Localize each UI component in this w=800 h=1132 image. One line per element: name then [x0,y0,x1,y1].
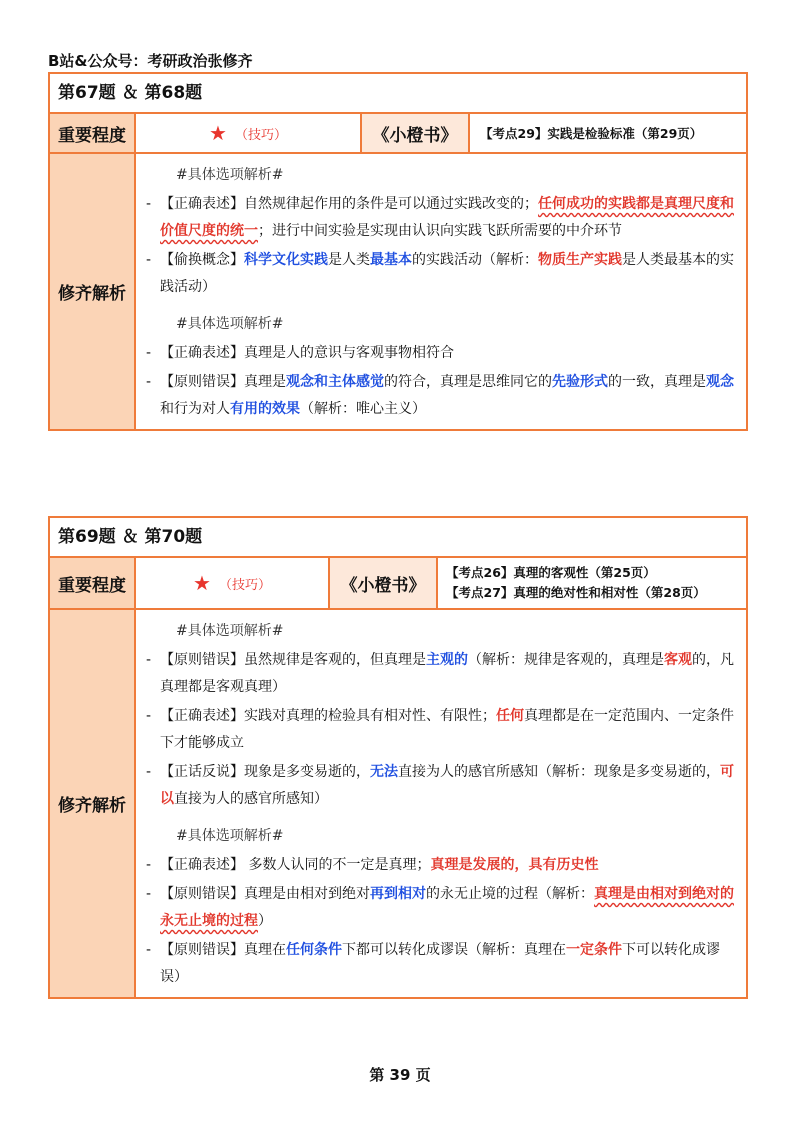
star-icon: ★ [209,121,227,145]
importance-row [50,558,746,610]
knowledge-point: 【考点27】真理的绝对性和相对性（第28页） [446,585,706,600]
analysis-row [50,154,746,429]
question-card-67-68 [48,72,748,431]
tip-label: （技巧） [234,127,287,143]
option-item: - 【正话反说】现象是多变易逝的，无法直接为人的感官所感知（解析：现象是多变易逝的，可以直接为人的感官所感知） [146,759,736,813]
source-header: B站&公众号：考研政治张修齐 [48,52,253,70]
knowledge-point: 【考点29】实践是检验标准（第29页） [480,126,703,141]
knowledge-points [470,114,746,152]
analysis-label: 修齐解析 [50,610,136,997]
importance-label: 重要程度 [50,114,136,152]
section-header: #具体选项解析# [176,828,284,844]
analysis-content [136,154,746,429]
section-header: #具体选项解析# [176,623,284,639]
option-item: - 【原则错误】真理是由相对到绝对再到相对的永无止境的过程（解析：真理是由相对到绝对的永无止境的过程） [146,881,736,935]
option-item: - 【原则错误】真理是观念和主体感觉的符合，真理是思维同它的先验形式的一致，真理是观念和行为对人有用的效果（解析：唯心主义） [146,369,736,423]
analysis-label: 修齐解析 [50,154,136,429]
option-item: - 【正确表述】真理是人的意识与客观事物相符合 [146,340,736,367]
option-item: - 【原则错误】虽然规律是客观的，但真理是主观的（解析：规律是客观的，真理是客观的，凡真理都是客观真理） [146,647,736,701]
section-header: #具体选项解析# [176,316,284,332]
option-item: - 【偷换概念】科学文化实践是人类最基本的实践活动（解析：物质生产实践是人类最基本的实践活动） [146,247,736,301]
importance-rating [136,114,362,152]
importance-rating [136,558,330,608]
card-title: 第69题 ＆ 第70题 [50,518,746,558]
card-title: 第67题 ＆ 第68题 [50,74,746,114]
book-name: 《小橙书》 [330,558,438,608]
page-number: 第 39 页 [369,1066,431,1084]
tip-label: （技巧） [218,577,271,593]
importance-row [50,114,746,154]
analysis-row [50,610,746,997]
question-card-69-70 [48,516,748,999]
knowledge-point: 【考点26】真理的客观性（第25页） [446,565,656,580]
option-item: - 【原则错误】真理在任何条件下都可以转化成谬误（解析：真理在一定条件下可以转化成谬误） [146,937,736,991]
option-item: - 【正确表述】 多数人认同的不一定是真理；真理是发展的，具有历史性 [146,852,736,879]
importance-label: 重要程度 [50,558,136,608]
section-header: #具体选项解析# [176,167,284,183]
analysis-content [136,610,746,997]
star-icon: ★ [193,571,211,595]
book-name: 《小橙书》 [362,114,470,152]
knowledge-points [438,558,746,608]
option-item: - 【正确表述】实践对真理的检验具有相对性、有限性；任何真理都是在一定范围内、一定条件下才能够成立 [146,703,736,757]
option-item: - 【正确表述】自然规律起作用的条件是可以通过实践改变的；任何成功的实践都是真理尺度和价值尺度的统一；进行中间实验是实现由认识向实践飞跃所需要的中介环节 [146,191,736,245]
